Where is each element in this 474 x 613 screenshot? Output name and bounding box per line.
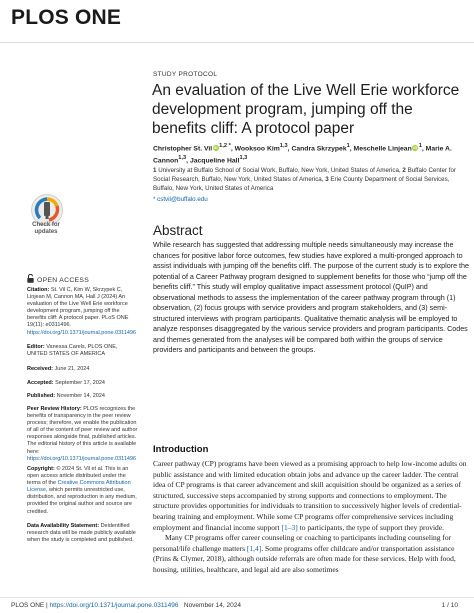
affiliation-text: Erie County Department of Social Services, Buffalo, New York, United States of America xyxy=(153,175,450,192)
author-affiliation-marks: 1,3 xyxy=(279,143,288,149)
footer xyxy=(11,602,241,609)
data-availability-label: Data Availability Statement: xyxy=(27,523,100,529)
open-access-label xyxy=(27,274,89,285)
footer-journal: PLOS ONE xyxy=(11,602,45,609)
data-availability-block xyxy=(27,523,139,544)
published-label: Published: xyxy=(27,393,56,399)
accepted-date: September 17, 2024 xyxy=(55,380,105,386)
article-title: An evaluation of the Live Well Erie workforce development program, jumping off the benefits cliff: A protocol paper xyxy=(152,82,460,137)
peer-review-block xyxy=(27,406,139,463)
paragraph xyxy=(153,533,471,575)
footer-date: November 14, 2024 xyxy=(183,602,241,609)
citation-link[interactable]: [1,4] xyxy=(246,543,262,553)
author-name[interactable]: Marie A. Cannon xyxy=(153,145,452,165)
published-block xyxy=(27,393,139,400)
peer-review-text: PLOS recognizes the benefits of transparency in the peer review process; therefore, we enable the publication of all of the content of peer review and author responses alongside final, published articles. The editorial history of this article is available here: xyxy=(27,406,138,455)
received-date: June 21, 2024 xyxy=(54,366,90,372)
citation-label: Citation: xyxy=(27,287,50,293)
citation-block xyxy=(27,287,139,337)
accepted-block xyxy=(27,380,139,387)
open-lock-icon xyxy=(27,274,34,285)
article-type: STUDY PROTOCOL xyxy=(153,71,218,78)
author-affiliation-marks: 1,2 * xyxy=(219,143,231,149)
copyright-text-end: , which permits unrestricted use, distribution, and reproduction in any medium, provided the original author and source are credited. xyxy=(27,487,137,515)
peer-review-label: Peer Review History: xyxy=(27,406,82,412)
footer-divider xyxy=(0,597,474,598)
introduction-text xyxy=(153,459,471,576)
corresponding-email-link[interactable]: * cstvil@buffalo.edu xyxy=(153,196,208,203)
abstract-text: While research has suggested that addressing multiple needs simultaneously may increase the chances for positive labor force outcomes, few studies have explored a multi-pronged approach to assist individuals with jumping off the benefits cliff. The purpose of the current study is to explore the potential of a Career Pathway program designed to supplement benefits for those who “jump off the benefits cliff.” This study will employ qualitative impact assessment protocol (QuIP) and observational methods to assess the implementation of the career pathway program through (1) observation, (2) focus groups with service providers and program stakeholders, and (3) semi-structured interviews with program participants. Qualitative thematic analysis will be employed to analyze responses disaggregated by the various service providers and program participants. Codes and themes generated from the analyses will be compared both within the groups of service providers and participants and between the groups. xyxy=(153,241,469,355)
cc-license-link[interactable]: Creative Commons Attribution License xyxy=(27,480,131,494)
copyright-text: © 2024 St. Vil et al. This is an open access article distributed under the terms of the xyxy=(27,466,129,487)
accepted-label: Accepted: xyxy=(27,380,54,386)
journal-logo[interactable]: PLOS ONE xyxy=(11,6,122,29)
author-affiliation-marks: 1 xyxy=(346,143,350,149)
paragraph-text: Many CP programs offer career counseling or coaching to participants including counseling for personal/life challenge matters xyxy=(153,533,452,553)
author-list: Christopher St. Vil iD $^{1,2 *}$, Wooksoo Kim$^{1,3}$, Candra Skrzypek$^1$, Meschelle Linjean iD $^1$, Marie A. Cannon$^{1,3}$, Jacqueline Hall$^{1,3}$ xyxy=(153,143,452,165)
copyright-block xyxy=(27,466,139,516)
author-affiliation-marks: 1,3 xyxy=(239,154,248,161)
author-affiliation-marks: 1 xyxy=(418,143,422,149)
affiliation-number: 3 xyxy=(325,175,329,183)
page-number: 1 / 10 xyxy=(441,602,458,609)
paragraph xyxy=(153,459,471,533)
paragraph-text: to participants, the type of support they provide. xyxy=(297,522,444,532)
author-name[interactable]: Jacqueline Hall xyxy=(189,157,240,165)
received-block xyxy=(27,366,139,373)
orcid-icon[interactable]: iD xyxy=(213,145,218,151)
paragraph-text: Career pathway (CP) programs have been viewed as a promising approach to help low-income adults on public assistance and with limited education obtain jobs and advance up the career ladder. The central idea of CP programs is that career advancement and skill acquisition should be organized as a series of structured, successive steps accompanied by strong supports and connections to employment. The structure provides opportunities for individuals to transition to successively higher levels of credential-bearing training and employment. While some CP programs offer comprehensive services including employment and financial income support xyxy=(153,459,467,532)
footer-separator: | xyxy=(44,602,50,609)
affiliation-text: University at Buffalo School of Social Work, Buffalo, New York, United States of America, xyxy=(158,167,401,174)
affiliation-text: Buffalo Center for Social Research, Buffalo, New York, United States of America, xyxy=(153,167,456,183)
header-divider xyxy=(0,42,474,43)
copyright-label: Copyright: xyxy=(27,466,55,472)
citation-text: St. Vil C, Kim W, Skrzypek C, Linjean M, Cannon MA, Hall J (2024) An evaluation of the Live Well Erie workforce development program, jumping off the benefits cliff: A protocol paper. PLoS ONE 19(11): e0311496. xyxy=(27,287,129,329)
author-name[interactable]: Meschelle Linjean xyxy=(353,145,412,153)
editor-block xyxy=(27,344,139,358)
paragraph-text: . Some programs offer childcare and/or transportation assistance (Prins & Clymer, 2018), although outside referrals are often made for these services. Help with food, housing, utilities, healthcare, and legal aid are also sometimes xyxy=(153,543,456,574)
affiliation-number: 1 xyxy=(153,167,157,174)
received-label: Received: xyxy=(27,366,53,372)
footer-doi-link[interactable]: https://doi.org/10.1371/journal.pone.0311496 xyxy=(49,602,179,609)
author-affiliation-marks: 1,3 xyxy=(178,154,187,161)
author-name[interactable]: Christopher St. Vil xyxy=(153,145,213,153)
editor-text: Vanessa Carels, PLOS ONE, UNITED STATES OF AMERICA xyxy=(27,344,118,358)
peer-review-link[interactable]: https://doi.org/10.1371/journal.pone.0311496 xyxy=(27,455,137,462)
citation-link[interactable]: [1–3] xyxy=(281,522,298,532)
affiliation-number: 2 xyxy=(402,167,406,174)
author-name[interactable]: Candra Skrzypek xyxy=(291,145,347,153)
citation-doi-link[interactable]: https://doi.org/10.1371/journal.pone.0311496 xyxy=(27,329,137,336)
author-name[interactable]: Wooksoo Kim xyxy=(234,145,280,153)
data-availability-text: Deidentified research data will be made publicly available when the study is completed and published. xyxy=(27,523,136,544)
open-access-text: OPEN ACCESS xyxy=(37,277,90,284)
abstract-heading: Abstract xyxy=(153,223,203,238)
affiliations xyxy=(153,167,463,193)
editor-label: Editor: xyxy=(27,344,45,350)
check-for-updates-label[interactable]: Check for updates xyxy=(32,222,60,235)
published-date: November 14, 2024 xyxy=(56,393,105,399)
orcid-icon[interactable]: iD xyxy=(413,145,418,151)
introduction-heading: Introduction xyxy=(153,444,209,455)
